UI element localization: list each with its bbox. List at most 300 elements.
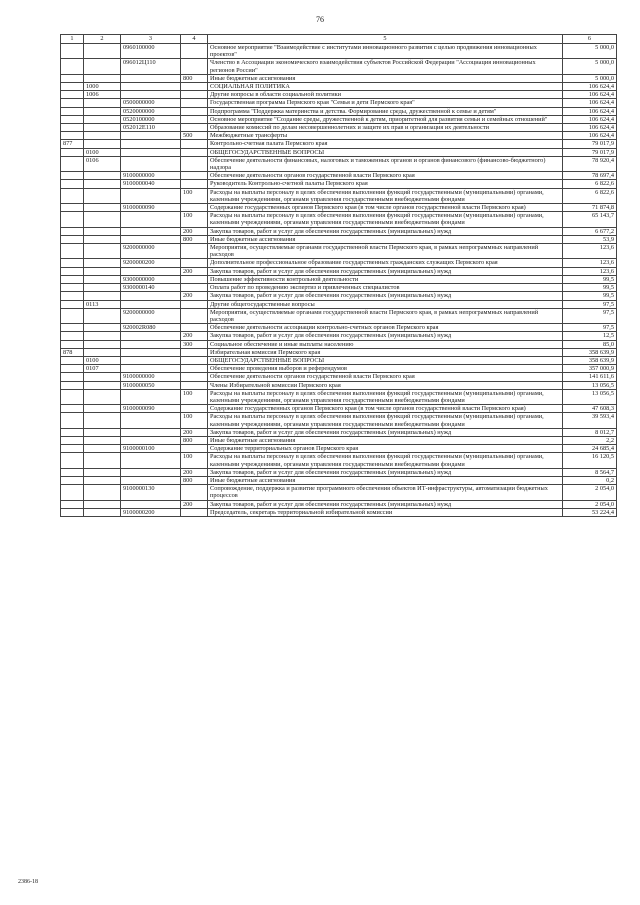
section-code-cell xyxy=(84,308,121,323)
expense-type-cell xyxy=(181,83,208,91)
amount-cell: 16 120,5 xyxy=(563,453,617,468)
description-cell: Другие общегосударственные вопросы xyxy=(208,300,563,308)
description-cell: Другие вопросы в области социальной политики xyxy=(208,91,563,99)
target-article-cell: 9100000130 xyxy=(121,485,181,500)
ministry-code-cell xyxy=(61,308,84,323)
ministry-code-cell xyxy=(61,485,84,500)
ministry-code-cell xyxy=(61,180,84,188)
expense-type-cell xyxy=(181,148,208,156)
description-cell: Мероприятия, осуществляемые органами государственной власти Пермского края, в рамках непрограммных направлений расходов xyxy=(208,308,563,323)
target-article-cell xyxy=(121,91,181,99)
target-article-cell: 920002R080 xyxy=(121,324,181,332)
target-article-cell xyxy=(121,227,181,235)
table-row xyxy=(61,413,617,428)
table-row xyxy=(61,365,617,373)
amount-cell: 85,0 xyxy=(563,340,617,348)
expense-type-cell: 800 xyxy=(181,235,208,243)
ministry-code-cell xyxy=(61,124,84,132)
table-row xyxy=(61,235,617,243)
amount-cell: 6 822,6 xyxy=(563,180,617,188)
target-article-cell: 9100000000 xyxy=(121,373,181,381)
description-cell: Иные бюджетные ассигнования xyxy=(208,476,563,484)
amount-cell: 99,5 xyxy=(563,284,617,292)
section-code-cell xyxy=(84,405,121,413)
ministry-code-cell xyxy=(61,244,84,259)
expense-type-cell: 100 xyxy=(181,413,208,428)
description-cell: Государственная программа Пермского края "Семья и дети Пермского края" xyxy=(208,99,563,107)
target-article-cell xyxy=(121,340,181,348)
ministry-code-cell xyxy=(61,91,84,99)
description-cell: Основное мероприятие "Создание среды, дружественной к детям, приоритетной для развития семьи и семейных отношений" xyxy=(208,115,563,123)
amount-cell: 5 000,0 xyxy=(563,44,617,59)
section-code-cell: 0113 xyxy=(84,300,121,308)
section-code-cell xyxy=(84,436,121,444)
section-code-cell xyxy=(84,188,121,203)
amount-cell: 53 224,4 xyxy=(563,508,617,516)
target-article-cell: 0520000000 xyxy=(121,107,181,115)
table-row xyxy=(61,389,617,404)
section-code-cell xyxy=(84,74,121,82)
ministry-code-cell xyxy=(61,468,84,476)
description-cell: Обеспечение деятельности финансовых, налоговых и таможенных органов и органов финансового (финансово-бюджетного) надзора xyxy=(208,156,563,171)
section-code-cell xyxy=(84,373,121,381)
ministry-code-cell xyxy=(61,44,84,59)
expense-type-cell xyxy=(181,275,208,283)
section-code-cell xyxy=(84,132,121,140)
description-cell: Иные бюджетные ассигнования xyxy=(208,235,563,243)
table-row xyxy=(61,436,617,444)
section-code-cell xyxy=(84,508,121,516)
table-row xyxy=(61,267,617,275)
table-row xyxy=(61,188,617,203)
ministry-code-cell xyxy=(61,300,84,308)
table-row xyxy=(61,445,617,453)
section-code-cell xyxy=(84,485,121,500)
expense-type-cell xyxy=(181,172,208,180)
expense-type-cell: 800 xyxy=(181,436,208,444)
header-col-4: 4 xyxy=(181,35,208,44)
expense-type-cell xyxy=(181,115,208,123)
amount-cell: 71 874,8 xyxy=(563,204,617,212)
ministry-code-cell xyxy=(61,508,84,516)
target-article-cell: 096012Ц110 xyxy=(121,59,181,74)
ministry-code-cell xyxy=(61,284,84,292)
section-code-cell xyxy=(84,172,121,180)
description-cell: Обеспечение деятельности ассоциации контрольно-счетных органов Пермского края xyxy=(208,324,563,332)
amount-cell: 141 611,6 xyxy=(563,373,617,381)
section-code-cell xyxy=(84,445,121,453)
description-cell: Содержание территориальных органов Пермского края xyxy=(208,445,563,453)
section-code-cell xyxy=(84,340,121,348)
table-body xyxy=(61,44,617,517)
target-article-cell xyxy=(121,188,181,203)
amount-cell: 78 920,4 xyxy=(563,156,617,171)
amount-cell: 79 017,9 xyxy=(563,140,617,148)
amount-cell: 39 593,4 xyxy=(563,413,617,428)
ministry-code-cell: 878 xyxy=(61,348,84,356)
target-article-cell: 0960100000 xyxy=(121,44,181,59)
section-code-cell xyxy=(84,381,121,389)
ministry-code-cell xyxy=(61,59,84,74)
section-code-cell xyxy=(84,235,121,243)
expense-type-cell: 100 xyxy=(181,212,208,227)
expense-type-cell: 200 xyxy=(181,227,208,235)
amount-cell: 97,5 xyxy=(563,300,617,308)
ministry-code-cell: 877 xyxy=(61,140,84,148)
expense-type-cell xyxy=(181,356,208,364)
ministry-code-cell xyxy=(61,132,84,140)
target-article-cell xyxy=(121,413,181,428)
section-code-cell xyxy=(84,140,121,148)
expense-type-cell: 800 xyxy=(181,74,208,82)
target-article-cell xyxy=(121,436,181,444)
table-row xyxy=(61,74,617,82)
ministry-code-cell xyxy=(61,99,84,107)
description-cell: Иные бюджетные ассигнования xyxy=(208,436,563,444)
target-article-cell xyxy=(121,83,181,91)
amount-cell: 97,5 xyxy=(563,324,617,332)
description-cell: Закупка товаров, работ и услуг для обеспечения государственных (муниципальных) нужд xyxy=(208,332,563,340)
ministry-code-cell xyxy=(61,74,84,82)
section-code-cell xyxy=(84,332,121,340)
amount-cell: 0,2 xyxy=(563,476,617,484)
section-code-cell xyxy=(84,115,121,123)
section-code-cell xyxy=(84,500,121,508)
ministry-code-cell xyxy=(61,324,84,332)
section-code-cell xyxy=(84,244,121,259)
amount-cell: 106 624,4 xyxy=(563,124,617,132)
table-row xyxy=(61,107,617,115)
section-code-cell xyxy=(84,275,121,283)
table-row xyxy=(61,156,617,171)
table-row xyxy=(61,500,617,508)
table-row xyxy=(61,428,617,436)
amount-cell: 24 685,4 xyxy=(563,445,617,453)
target-article-cell xyxy=(121,453,181,468)
header-col-5: 5 xyxy=(208,35,563,44)
expense-type-cell xyxy=(181,244,208,259)
ministry-code-cell xyxy=(61,340,84,348)
amount-cell: 123,6 xyxy=(563,259,617,267)
expense-type-cell xyxy=(181,485,208,500)
description-cell: Иные бюджетные ассигнования xyxy=(208,74,563,82)
table-row xyxy=(61,508,617,516)
expense-type-cell xyxy=(181,180,208,188)
section-code-cell xyxy=(84,413,121,428)
table-row xyxy=(61,453,617,468)
description-cell: Социальное обеспечение и иные выплаты населению xyxy=(208,340,563,348)
table-row xyxy=(61,124,617,132)
amount-cell: 2 054,0 xyxy=(563,500,617,508)
amount-cell: 357 000,9 xyxy=(563,365,617,373)
ministry-code-cell xyxy=(61,188,84,203)
target-article-cell: 9300000000 xyxy=(121,275,181,283)
description-cell: Расходы на выплаты персоналу в целях обеспечения выполнения функций государственными (муниципальными) органами, казенными учреждениями, органами управления государственными внебюджетными фондами xyxy=(208,188,563,203)
expense-type-cell xyxy=(181,324,208,332)
target-article-cell xyxy=(121,74,181,82)
ministry-code-cell xyxy=(61,172,84,180)
expense-type-cell: 800 xyxy=(181,476,208,484)
table-row xyxy=(61,356,617,364)
description-cell: Образование комиссий по делам несовершеннолетних и защите их прав и организация их деятельности xyxy=(208,124,563,132)
section-code-cell: 1006 xyxy=(84,91,121,99)
target-article-cell xyxy=(121,332,181,340)
section-code-cell xyxy=(84,259,121,267)
description-cell: Оплата работ по проведению экспертиз и привлеченных специалистов xyxy=(208,284,563,292)
expense-type-cell xyxy=(181,348,208,356)
expense-type-cell xyxy=(181,59,208,74)
target-article-cell xyxy=(121,348,181,356)
section-code-cell xyxy=(84,107,121,115)
section-code-cell xyxy=(84,212,121,227)
target-article-cell xyxy=(121,235,181,243)
expense-type-cell: 200 xyxy=(181,332,208,340)
ministry-code-cell xyxy=(61,476,84,484)
ministry-code-cell xyxy=(61,453,84,468)
amount-cell: 123,6 xyxy=(563,267,617,275)
description-cell: Контрольно-счетная палата Пермского края xyxy=(208,140,563,148)
target-article-cell: 9100000090 xyxy=(121,405,181,413)
expense-type-cell xyxy=(181,284,208,292)
table-row xyxy=(61,204,617,212)
ministry-code-cell xyxy=(61,267,84,275)
page-number: 76 xyxy=(316,15,324,24)
target-article-cell: 9100000090 xyxy=(121,204,181,212)
document-code: 2386-18 xyxy=(18,879,38,885)
table-row xyxy=(61,212,617,227)
target-article-cell: 052012Е110 xyxy=(121,124,181,132)
amount-cell: 65 143,7 xyxy=(563,212,617,227)
ministry-code-cell xyxy=(61,436,84,444)
section-code-cell xyxy=(84,99,121,107)
expense-type-cell xyxy=(181,156,208,171)
ministry-code-cell xyxy=(61,227,84,235)
amount-cell: 99,5 xyxy=(563,292,617,300)
header-col-1: 1 xyxy=(61,35,84,44)
section-code-cell xyxy=(84,348,121,356)
section-code-cell xyxy=(84,44,121,59)
table-row xyxy=(61,180,617,188)
expense-type-cell xyxy=(181,445,208,453)
section-code-cell xyxy=(84,124,121,132)
description-cell: Председатель, секретарь территориальной избирательной комиссии xyxy=(208,508,563,516)
amount-cell: 8 564,7 xyxy=(563,468,617,476)
table-row xyxy=(61,300,617,308)
description-cell: Расходы на выплаты персоналу в целях обеспечения выполнения функций государственными (муниципальными) органами, казенными учреждениями, органами управления государственными внебюджетными фондами xyxy=(208,453,563,468)
expense-type-cell xyxy=(181,259,208,267)
expense-type-cell: 200 xyxy=(181,500,208,508)
description-cell: ОБЩЕГОСУДАРСТВЕННЫЕ ВОПРОСЫ xyxy=(208,356,563,364)
description-cell: Закупка товаров, работ и услуг для обеспечения государственных (муниципальных) нужд xyxy=(208,468,563,476)
description-cell: Руководитель Контрольно-счетной палаты Пермского края xyxy=(208,180,563,188)
section-code-cell xyxy=(84,180,121,188)
section-code-cell xyxy=(84,204,121,212)
ministry-code-cell xyxy=(61,389,84,404)
target-article-cell: 9100000200 xyxy=(121,508,181,516)
amount-cell: 8 012,7 xyxy=(563,428,617,436)
table-row xyxy=(61,324,617,332)
expense-type-cell xyxy=(181,91,208,99)
expense-type-cell xyxy=(181,44,208,59)
table-row xyxy=(61,44,617,59)
expense-type-cell xyxy=(181,308,208,323)
ministry-code-cell xyxy=(61,115,84,123)
target-article-cell: 0500000000 xyxy=(121,99,181,107)
description-cell: Расходы на выплаты персоналу в целях обеспечения выполнения функций государственными (муниципальными) органами, казенными учреждениями, органами управления государственными внебюджетными фондами xyxy=(208,212,563,227)
description-cell: Основное мероприятие "Взаимодействие с институтами инновационного развития с целью продвижения инновационных проектов" xyxy=(208,44,563,59)
target-article-cell xyxy=(121,500,181,508)
ministry-code-cell xyxy=(61,292,84,300)
description-cell: Члены Избирательной комиссии Пермского края xyxy=(208,381,563,389)
amount-cell: 5 000,0 xyxy=(563,59,617,74)
description-cell: Повышение эффективности контрольной деятельности xyxy=(208,275,563,283)
budget-table xyxy=(60,34,617,517)
table-row xyxy=(61,340,617,348)
expense-type-cell: 500 xyxy=(181,132,208,140)
description-cell: Избирательная комиссия Пермского края xyxy=(208,348,563,356)
section-code-cell: 0100 xyxy=(84,148,121,156)
ministry-code-cell xyxy=(61,413,84,428)
description-cell: Закупка товаров, работ и услуг для обеспечения государственных (муниципальных) нужд xyxy=(208,227,563,235)
amount-cell: 2 054,0 xyxy=(563,485,617,500)
table-row xyxy=(61,284,617,292)
table-row xyxy=(61,140,617,148)
table-row xyxy=(61,59,617,74)
amount-cell: 106 624,4 xyxy=(563,91,617,99)
amount-cell: 106 624,4 xyxy=(563,83,617,91)
target-article-cell: 0520100000 xyxy=(121,115,181,123)
ministry-code-cell xyxy=(61,107,84,115)
section-code-cell xyxy=(84,284,121,292)
description-cell: Закупка товаров, работ и услуг для обеспечения государственных (муниципальных) нужд xyxy=(208,267,563,275)
description-cell: Закупка товаров, работ и услуг для обеспечения государственных (муниципальных) нужд xyxy=(208,500,563,508)
ministry-code-cell xyxy=(61,500,84,508)
description-cell: Членство в Ассоциации экономического взаимодействия субъектов Российской Федерации "Ассоциация инновационных регионов России" xyxy=(208,59,563,74)
section-code-cell xyxy=(84,468,121,476)
description-cell: ОБЩЕГОСУДАРСТВЕННЫЕ ВОПРОСЫ xyxy=(208,148,563,156)
table-row xyxy=(61,91,617,99)
description-cell: Обеспечение деятельности органов государственной власти Пермского края xyxy=(208,373,563,381)
expense-type-cell xyxy=(181,204,208,212)
ministry-code-cell xyxy=(61,445,84,453)
target-article-cell xyxy=(121,140,181,148)
table-row xyxy=(61,381,617,389)
table-row xyxy=(61,172,617,180)
section-code-cell xyxy=(84,389,121,404)
ministry-code-cell xyxy=(61,275,84,283)
header-col-3: 3 xyxy=(121,35,181,44)
expense-type-cell xyxy=(181,99,208,107)
section-code-cell xyxy=(84,453,121,468)
expense-type-cell: 100 xyxy=(181,389,208,404)
expense-type-cell xyxy=(181,300,208,308)
target-article-cell xyxy=(121,428,181,436)
amount-cell: 2,2 xyxy=(563,436,617,444)
table-row xyxy=(61,99,617,107)
expense-type-cell: 100 xyxy=(181,453,208,468)
description-cell: Закупка товаров, работ и услуг для обеспечения государственных (муниципальных) нужд xyxy=(208,292,563,300)
amount-cell: 79 017,9 xyxy=(563,148,617,156)
expense-type-cell xyxy=(181,365,208,373)
description-cell: Расходы на выплаты персоналу в целях обеспечения выполнения функций государственными (муниципальными) органами, казенными учреждениями, органами управления государственными внебюджетными фондами xyxy=(208,389,563,404)
target-article-cell xyxy=(121,468,181,476)
table-row xyxy=(61,83,617,91)
amount-cell: 358 639,9 xyxy=(563,348,617,356)
table-row xyxy=(61,292,617,300)
amount-cell: 53,9 xyxy=(563,235,617,243)
target-article-cell: 9200000000 xyxy=(121,308,181,323)
ministry-code-cell xyxy=(61,83,84,91)
ministry-code-cell xyxy=(61,373,84,381)
target-article-cell xyxy=(121,156,181,171)
amount-cell: 106 624,4 xyxy=(563,99,617,107)
section-code-cell xyxy=(84,227,121,235)
ministry-code-cell xyxy=(61,428,84,436)
section-code-cell xyxy=(84,59,121,74)
table-row xyxy=(61,244,617,259)
description-cell: СОЦИАЛЬНАЯ ПОЛИТИКА xyxy=(208,83,563,91)
table-row xyxy=(61,308,617,323)
table-row xyxy=(61,332,617,340)
target-article-cell: 9100000100 xyxy=(121,445,181,453)
table-row xyxy=(61,275,617,283)
target-article-cell xyxy=(121,212,181,227)
table-row xyxy=(61,132,617,140)
section-code-cell: 0100 xyxy=(84,356,121,364)
expense-type-cell xyxy=(181,405,208,413)
ministry-code-cell xyxy=(61,356,84,364)
description-cell: Дополнительное профессиональное образование государственных гражданских служащих Пермского края xyxy=(208,259,563,267)
amount-cell: 6 822,6 xyxy=(563,188,617,203)
target-article-cell xyxy=(121,267,181,275)
header-col-6: 6 xyxy=(563,35,617,44)
description-cell: Межбюджетные трансферты xyxy=(208,132,563,140)
table-row xyxy=(61,485,617,500)
amount-cell: 358 639,9 xyxy=(563,356,617,364)
description-cell: Закупка товаров, работ и услуг для обеспечения государственных (муниципальных) нужд xyxy=(208,428,563,436)
ministry-code-cell xyxy=(61,381,84,389)
target-article-cell xyxy=(121,292,181,300)
expense-type-cell xyxy=(181,107,208,115)
target-article-cell: 9200000200 xyxy=(121,259,181,267)
ministry-code-cell xyxy=(61,204,84,212)
ministry-code-cell xyxy=(61,235,84,243)
section-code-cell: 0106 xyxy=(84,156,121,171)
amount-cell: 106 624,4 xyxy=(563,115,617,123)
expense-type-cell xyxy=(181,124,208,132)
target-article-cell xyxy=(121,300,181,308)
amount-cell: 78 697,4 xyxy=(563,172,617,180)
amount-cell: 123,6 xyxy=(563,244,617,259)
expense-type-cell: 200 xyxy=(181,468,208,476)
section-code-cell xyxy=(84,292,121,300)
target-article-cell xyxy=(121,356,181,364)
ministry-code-cell xyxy=(61,156,84,171)
description-cell: Мероприятия, осуществляемые органами государственной власти Пермского края, в рамках непрограммных направлений расходов xyxy=(208,244,563,259)
amount-cell: 13 056,5 xyxy=(563,381,617,389)
section-code-cell: 0107 xyxy=(84,365,121,373)
expense-type-cell: 200 xyxy=(181,292,208,300)
description-cell: Содержание государственных органов Пермского края (в том числе органов государственной власти Пермского края) xyxy=(208,204,563,212)
description-cell: Расходы на выплаты персоналу в целях обеспечения выполнения функций государственными (муниципальными) органами, казенными учреждениями, органами управления государственными внебюджетными фондами xyxy=(208,413,563,428)
amount-cell: 12,5 xyxy=(563,332,617,340)
description-cell: Содержание государственных органов Пермского края (в том числе органов государственной власти Пермского края) xyxy=(208,405,563,413)
description-cell: Обеспечение проведения выборов и референдумов xyxy=(208,365,563,373)
table-row xyxy=(61,476,617,484)
expense-type-cell xyxy=(181,508,208,516)
description-cell: Сопровождение, поддержка и развитие программного обеспечения объектов ИТ-инфраструктуры, автоматизации бюджетных процессов xyxy=(208,485,563,500)
amount-cell: 106 624,4 xyxy=(563,132,617,140)
